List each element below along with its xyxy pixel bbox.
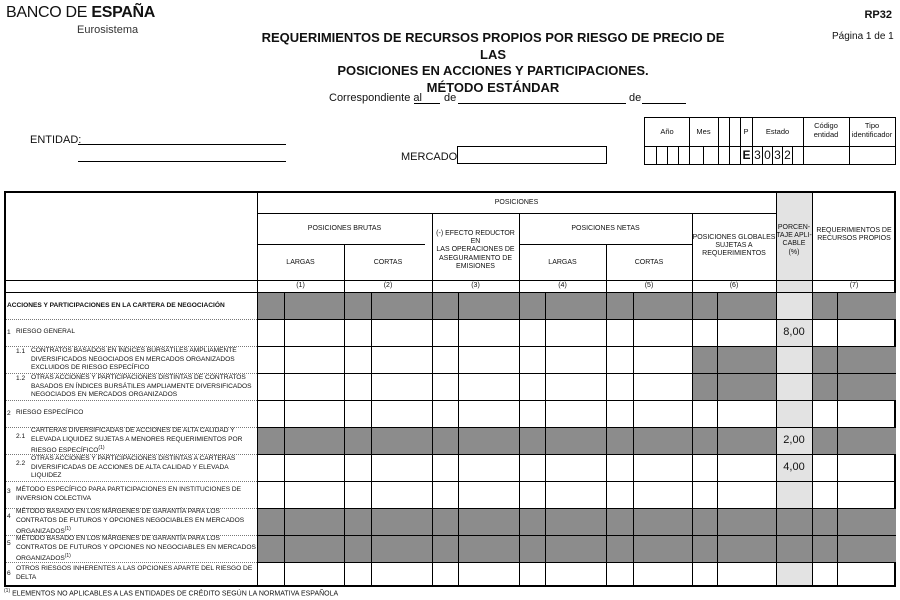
col-number-2: (2) <box>383 282 393 289</box>
header-posiciones-globales: POSICIONES GLOBALES SUJETAS A REQUERIMIENTOS <box>692 234 776 258</box>
title-line-3: MÉTODO ESTÁNDAR <box>426 79 560 95</box>
col-number-3: (3) <box>471 282 480 289</box>
col-number-7: (7) <box>849 282 859 289</box>
period-day-field[interactable] <box>414 103 440 104</box>
estado-char-3: 0 <box>764 148 771 162</box>
id-header-month: Mes <box>696 127 711 136</box>
header-brutas-cortas: CORTAS <box>373 259 403 266</box>
id-header-year: Año <box>660 127 674 136</box>
row-2-2-number: 2.2 <box>16 460 26 467</box>
header-requerimientos: REQUERIMIENTOS DE RECURSOS PROPIOS <box>816 227 892 243</box>
col-number-5: (5) <box>644 282 654 289</box>
header-posiciones-brutas: POSICIONES BRUTAS <box>307 225 382 232</box>
header-efecto-reductor: (-) EFECTO REDUCTOR EN LAS OPERACIONES DE ASEGURAMIENTO DE EMISIONES <box>436 230 515 270</box>
entity-field-1[interactable] <box>78 144 286 145</box>
estado-char-4: 3 <box>774 148 781 162</box>
row-1-2-number: 1.2 <box>16 375 26 382</box>
estado-char-1: E <box>742 148 751 162</box>
positions-table <box>4 191 896 587</box>
header-brutas-largas: LARGAS <box>286 259 315 266</box>
footnote: $^{(1)}$ ELEMENTOS NO APLICABLES A LAS ENTIDADES DE CRÉDITO SEGÚN LA NORMATIVA ESPAÑOLA <box>4 588 339 598</box>
row-1-2-label: OTRAS ACCIONES Y PARTICIPACIONES DISTINTAS DE CONTRATOS BASADOS EN ÍNDICES BURSÁTILES AMPLIAMENTE DIVERSIFICADOS NEGOCIADOS EN MERCADOS ORGANIZADOS <box>31 374 252 399</box>
identification-grid <box>644 117 896 165</box>
row-6-label: OTROS RIESGOS INHERENTES A LAS OPCIONES APARTE DEL RIESGO DE DELTA <box>16 565 253 581</box>
id-header-identifier-type: Tipo identificador <box>851 121 893 139</box>
period-de-1: de <box>444 92 457 104</box>
col-number-1: (1) <box>296 282 305 289</box>
period-year-field[interactable] <box>642 103 686 104</box>
row-5-number: 5 <box>7 540 11 547</box>
entity-field-2[interactable] <box>78 161 286 162</box>
row-4-label: MÉTODO BASADO EN LOS MÁRGENES DE GARANTÍA PARA LOS CONTRATOS DE FUTUROS Y OPCIONES NEGOCIABLES EN MERCADOS ORGANIZADOS$^{(1)}$ <box>16 508 245 536</box>
section-title: ACCIONES Y PARTICIPACIONES EN LA CARTERA DE NEGOCIACIÓN <box>7 302 225 309</box>
row-3-number: 3 <box>7 488 11 495</box>
row-5-label: MÉTODO BASADO EN LOS MÁRGENES DE GARANTÍA PARA LOS CONTRATOS DE FUTUROS Y OPCIONES NO NEGOCIABLES EN MERCADOS ORGANIZADOS$^{(1)}$ <box>16 535 256 563</box>
entity-label: ENTIDAD: <box>30 134 82 146</box>
row-2-2-percentage: 4,00 <box>783 461 805 473</box>
col-number-6: (6) <box>729 282 739 289</box>
header-netas-cortas: CORTAS <box>634 259 664 266</box>
row-1-percentage: 8,00 <box>783 326 805 338</box>
row-1-1-label: CONTRATOS BASADOS EN ÍNDICES BURSÁTILES AMPLIAMENTE DIVERSIFICADOS NEGOCIADOS EN MERCADOS ORGANIZADOS EXCLUIDOS DE RIESGO ESPECÍFICO <box>31 347 237 372</box>
logo-subtitle: Eurosistema <box>77 24 139 36</box>
period-de-2: de <box>629 92 642 104</box>
bank-logo: BANCO DE ESPAÑA <box>6 4 156 21</box>
row-1-label: RIESGO GENERAL <box>16 328 75 335</box>
col-number-4: (4) <box>558 282 567 289</box>
id-header-estado: Estado <box>765 127 790 136</box>
estado-char-2: 3 <box>754 148 761 162</box>
row-2-label: RIESGO ESPECÍFICO <box>16 409 84 416</box>
header-netas-largas: LARGAS <box>548 259 577 266</box>
header-porcentaje: PORCEN- TAJE APLI- CABLE (%) <box>776 224 812 256</box>
row-2-1-label: CARTERAS DIVERSIFICADAS DE ACCIONES DE ALTA CALIDAD Y ELEVADA LIQUIDEZ SUJETAS A MENORES REQUERIMIENTOS POR RIESGO ESPECÍFICO$^{(1)}$ <box>31 427 243 455</box>
title-line-1: REQUERIMIENTOS DE RECURSOS PROPIOS POR RIESGO DE PRECIO DE LAS <box>261 30 725 62</box>
row-1-number: 1 <box>7 329 11 336</box>
row-2-number: 2 <box>7 410 11 417</box>
period-label: Correspondiente al <box>329 92 422 104</box>
row-6-number: 6 <box>7 570 11 577</box>
market-field[interactable] <box>457 146 607 164</box>
form-title <box>250 30 736 96</box>
row-3-label: MÉTODO ESPECÍFICO PARA PARTICIPACIONES EN INSTITUCIONES DE INVERSION COLECTIVA <box>16 486 242 502</box>
row-1-1-number: 1.1 <box>16 348 26 355</box>
id-header-entity-code: Código entidad <box>813 121 839 139</box>
estado-char-5: 2 <box>784 148 791 162</box>
row-4-number: 4 <box>7 513 11 520</box>
header-posiciones: POSICIONES <box>494 199 539 206</box>
page-indicator: Página 1 de 1 <box>832 31 894 42</box>
title-line-2: POSICIONES EN ACCIONES Y PARTICIPACIONES. <box>337 63 649 78</box>
header-posiciones-netas: POSICIONES NETAS <box>571 225 640 232</box>
form-code: RP32 <box>864 9 892 21</box>
id-header-p: P <box>743 127 749 136</box>
period-month-field[interactable] <box>458 103 626 104</box>
row-2-1-number: 2.1 <box>16 433 26 440</box>
row-2-1-percentage: 2,00 <box>783 434 805 446</box>
row-2-2-label: OTRAS ACCIONES Y PARTICIPACIONES DISTINTAS A CARTERAS DIVERSIFICADAS DE ACCIONES DE ALTA CALIDAD Y ELEVADA LIQUIDEZ <box>31 455 236 480</box>
market-label: MERCADO <box>401 151 458 163</box>
